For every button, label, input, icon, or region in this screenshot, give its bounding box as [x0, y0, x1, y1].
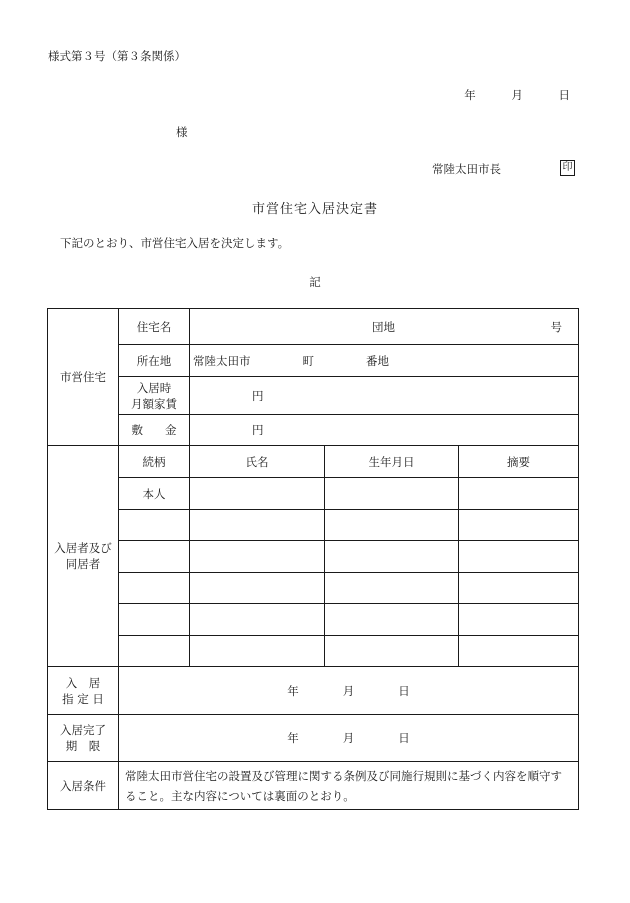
conditions-row — [48, 762, 579, 810]
resident-row — [48, 573, 579, 604]
housing-name-label: 住宅名 — [119, 309, 190, 345]
residents-label-line2: 同居者 — [65, 557, 101, 571]
relation-cell[interactable] — [119, 573, 190, 604]
housing-section-label: 市営住宅 — [48, 309, 119, 446]
deposit-yen: 円 — [252, 423, 264, 437]
name-cell[interactable] — [190, 478, 325, 510]
rent-label-line1: 入居時 — [136, 380, 172, 395]
remarks-cell[interactable] — [459, 541, 579, 573]
move-in-date-row — [48, 667, 579, 715]
name-cell[interactable] — [190, 636, 325, 667]
rent-field[interactable] — [190, 377, 579, 415]
machi-label: 町 — [302, 353, 314, 368]
rent-yen: 円 — [252, 388, 264, 403]
issuer: 常陸太田市長 — [432, 162, 501, 176]
remarks-cell[interactable] — [459, 510, 579, 541]
remarks-cell[interactable] — [459, 573, 579, 604]
remarks-cell[interactable] — [459, 478, 579, 510]
location-row — [48, 345, 579, 377]
ki-heading: 記 — [309, 275, 321, 289]
document-title: 市営住宅入居決定書 — [251, 202, 378, 217]
residents-section-label — [48, 446, 119, 667]
completion-day: 日 — [398, 731, 410, 745]
date-month: 月 — [511, 88, 523, 102]
relation-self: 本人 — [119, 478, 190, 510]
col-relation: 続柄 — [119, 446, 190, 478]
remarks-cell[interactable] — [459, 636, 579, 667]
completion-year: 年 — [287, 731, 299, 745]
name-cell[interactable] — [190, 604, 325, 636]
remarks-cell[interactable] — [459, 604, 579, 636]
date-year: 年 — [464, 88, 476, 102]
move-in-date-label — [48, 667, 119, 715]
birthdate-cell[interactable] — [325, 478, 459, 510]
move-in-year: 年 — [287, 683, 299, 698]
city-label: 常陸太田市 — [193, 353, 251, 368]
completion-label-line2: 期 限 — [65, 739, 101, 753]
danchi-label: 団地 — [372, 320, 395, 334]
go-label: 号 — [550, 320, 563, 334]
residents-label-line1: 入居者及び — [54, 541, 112, 555]
resident-row — [48, 636, 579, 667]
resident-row — [48, 510, 579, 541]
rent-row — [48, 377, 579, 415]
resident-row — [48, 541, 579, 573]
completion-deadline-field[interactable] — [119, 715, 579, 762]
birthdate-cell[interactable] — [325, 573, 459, 604]
deposit-label-1: 敷 — [131, 423, 143, 437]
intro-text: 下記のとおり、市営住宅入居を決定します。 — [60, 236, 290, 250]
birthdate-cell[interactable] — [325, 604, 459, 636]
housing-name-field[interactable] — [190, 309, 579, 345]
move-in-day: 日 — [398, 683, 410, 698]
name-cell[interactable] — [190, 573, 325, 604]
conditions-label: 入居条件 — [48, 762, 119, 810]
banchi-label: 番地 — [366, 353, 389, 368]
decision-table — [47, 308, 579, 810]
relation-cell[interactable] — [119, 604, 190, 636]
rent-label-line2: 月額家賃 — [131, 396, 177, 411]
issue-date — [464, 87, 570, 103]
form-number: 様式第３号（第３条関係） — [48, 49, 186, 63]
col-remarks: 摘要 — [459, 446, 579, 478]
deposit-label — [119, 415, 190, 446]
completion-month: 月 — [342, 731, 355, 745]
location-label: 所在地 — [119, 345, 190, 377]
move-in-label-line2: 指 定 日 — [62, 691, 104, 706]
move-in-label-line1: 入 居 — [65, 675, 101, 690]
relation-cell[interactable] — [119, 636, 190, 667]
birthdate-cell[interactable] — [325, 636, 459, 667]
relation-cell[interactable] — [119, 541, 190, 573]
deposit-row — [48, 415, 579, 446]
location-field[interactable] — [190, 345, 579, 377]
birthdate-cell[interactable] — [325, 541, 459, 573]
resident-row — [48, 604, 579, 636]
deposit-field[interactable] — [190, 415, 579, 446]
addressee-suffix: 様 — [176, 125, 188, 139]
move-in-month: 月 — [342, 683, 355, 698]
col-name: 氏名 — [190, 446, 325, 478]
name-cell[interactable] — [190, 510, 325, 541]
move-in-date-field[interactable] — [119, 667, 579, 715]
completion-label-line1: 入居完了 — [60, 723, 106, 737]
col-birthdate: 生年月日 — [325, 446, 459, 478]
resident-row — [48, 478, 579, 510]
rent-label — [119, 377, 190, 415]
name-cell[interactable] — [190, 541, 325, 573]
birthdate-cell[interactable] — [325, 510, 459, 541]
relation-cell[interactable] — [119, 510, 190, 541]
completion-deadline-row — [48, 715, 579, 762]
date-day: 日 — [558, 88, 570, 102]
deposit-label-2: 金 — [165, 423, 177, 437]
conditions-text: 常陸太田市営住宅の設置及び管理に関する条例及び同施行規則に基づく内容を順守すること。主な内容については裏面のとおり。 — [119, 762, 579, 810]
seal-box: 印 — [560, 160, 575, 176]
residents-header-row — [48, 446, 579, 478]
completion-deadline-label — [48, 715, 119, 762]
housing-name-row — [48, 309, 579, 345]
